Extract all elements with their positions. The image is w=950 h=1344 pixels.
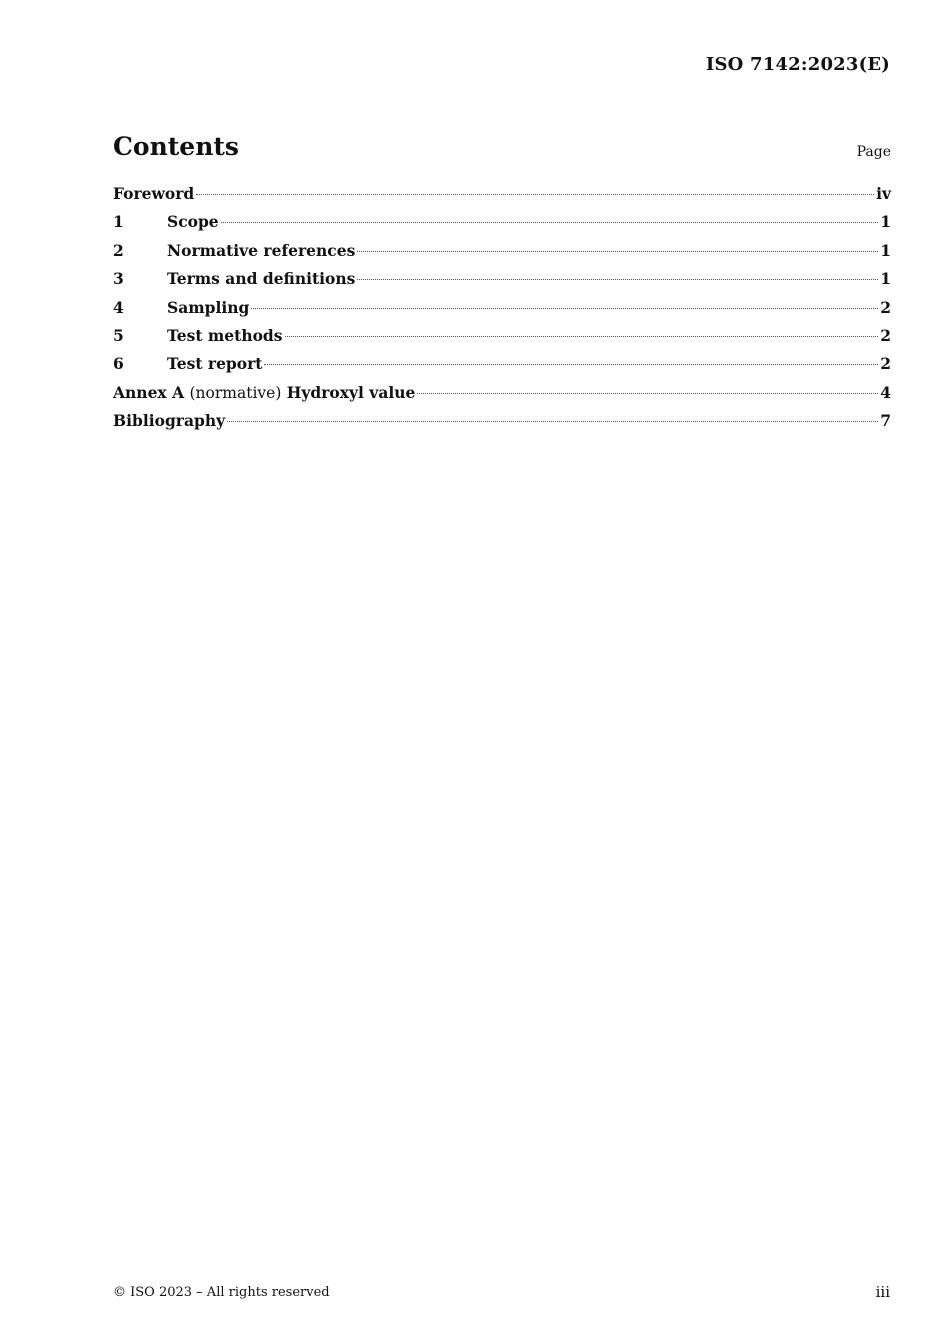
toc-entry-page[interactable]: 4 — [880, 382, 891, 402]
toc-entry-title[interactable] — [113, 383, 415, 402]
toc-entry-sampling[interactable] — [113, 298, 891, 326]
toc-entry-title[interactable]: Scope — [167, 212, 219, 232]
toc-entry-scope[interactable] — [113, 212, 891, 240]
document-id: ISO 7142:2023(E) — [705, 54, 890, 75]
toc-entry-number: 2 — [113, 240, 124, 260]
toc-entry-page[interactable]: 7 — [880, 411, 891, 431]
toc-entry-title[interactable]: Normative references — [167, 240, 356, 260]
dot-leader — [227, 421, 878, 422]
toc-entry-page[interactable]: 2 — [880, 325, 891, 345]
annex-type: (normative) — [189, 383, 282, 402]
footer-page-number: iii — [875, 1283, 890, 1301]
toc-entry-number: 5 — [113, 325, 124, 345]
page-column-label: Page — [856, 144, 891, 160]
toc-entry-normative-references[interactable] — [113, 241, 891, 269]
dot-leader — [285, 336, 879, 337]
toc-entry-title[interactable]: Bibliography — [113, 411, 226, 431]
toc-entry-test-report[interactable] — [113, 354, 891, 382]
dot-leader — [357, 251, 878, 252]
toc-entry-title[interactable]: Test methods — [167, 325, 283, 345]
toc-entry-page[interactable]: 1 — [880, 269, 891, 289]
footer-copyright: © ISO 2023 – All rights reserved — [113, 1285, 330, 1300]
toc-entry-page[interactable]: 2 — [880, 297, 891, 317]
toc-entry-page[interactable]: 1 — [880, 212, 891, 232]
toc-entry-bibliography[interactable] — [113, 411, 891, 439]
toc-entry-annex-a[interactable] — [113, 383, 891, 411]
toc-entry-page[interactable]: iv — [876, 184, 891, 203]
contents-title: Contents — [113, 132, 240, 161]
toc-entry-page[interactable]: 1 — [880, 240, 891, 260]
annex-label: Annex A — [113, 382, 185, 402]
annex-title: Hydroxyl value — [286, 382, 416, 402]
dot-leader — [417, 393, 878, 394]
toc-entry-title[interactable]: Terms and definitions — [167, 269, 356, 289]
contents-header — [113, 130, 891, 164]
toc-entry-number: 1 — [113, 212, 124, 232]
dot-leader — [221, 222, 879, 223]
dot-leader — [196, 194, 874, 195]
table-of-contents — [113, 184, 891, 440]
toc-entry-number: 4 — [113, 297, 124, 317]
dot-leader — [357, 279, 878, 280]
toc-entry-page[interactable]: 2 — [880, 354, 891, 374]
toc-entry-title[interactable]: Foreword — [113, 184, 195, 203]
dot-leader — [251, 308, 878, 309]
toc-entry-title[interactable]: Sampling — [167, 297, 250, 317]
toc-entry-number: 6 — [113, 354, 124, 374]
toc-entry-title[interactable]: Test report — [167, 354, 263, 374]
toc-entry-test-methods[interactable] — [113, 326, 891, 354]
dot-leader — [264, 364, 878, 365]
toc-entry-terms-and-definitions[interactable] — [113, 269, 891, 297]
toc-entry-foreword[interactable] — [113, 184, 891, 212]
toc-entry-number: 3 — [113, 269, 124, 289]
